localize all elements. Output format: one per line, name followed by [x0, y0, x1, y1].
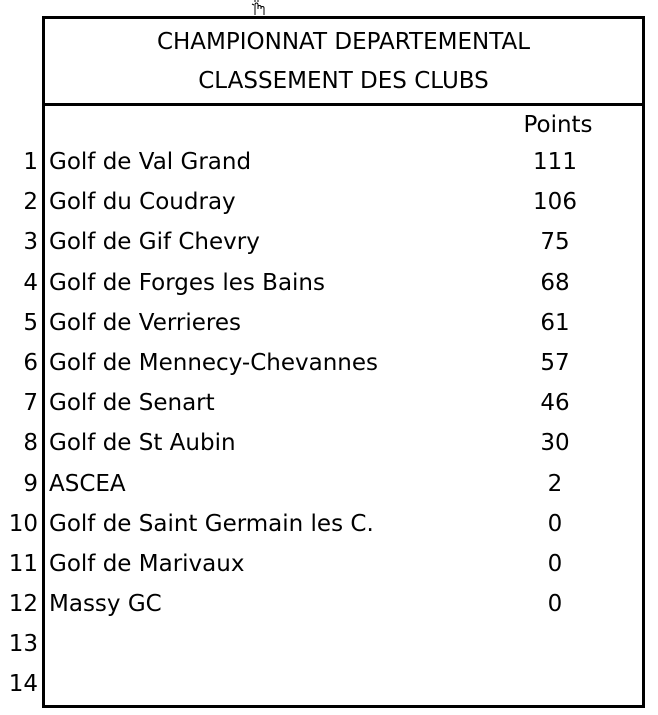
rank-cell: 13: [8, 631, 38, 658]
table-row: [0, 423, 658, 463]
hand-pointer-icon: [248, 0, 270, 16]
club-name-cell: Golf de Val Grand: [49, 149, 252, 175]
table-row: [0, 584, 658, 624]
points-cell: 0: [547, 510, 563, 537]
club-name-cell: Golf de Marivaux: [49, 550, 245, 577]
table-row: [0, 182, 658, 222]
club-name-cell: Golf de Gif Chevry: [49, 229, 260, 256]
points-cell: 30: [540, 430, 570, 457]
points-cell: 0: [547, 591, 563, 618]
ranking-subtitle: CLASSEMENT DES CLUBS: [198, 68, 489, 94]
rank-cell: 10: [8, 510, 38, 537]
table-row: [0, 664, 658, 704]
table-row: [0, 504, 658, 544]
points-cell: 0: [547, 550, 563, 577]
points-cell: 111: [533, 149, 577, 175]
table-row: [0, 464, 658, 504]
table-row: [0, 544, 658, 584]
club-name-cell: Golf de Saint Germain les C.: [49, 510, 374, 537]
rank-cell: 4: [23, 269, 38, 296]
rank-cell: 8: [23, 430, 38, 457]
rank-cell: 5: [23, 309, 38, 336]
club-name-cell: Golf de Mennecy-Chevannes: [49, 349, 378, 376]
table-row: [0, 383, 658, 423]
rank-cell: 14: [8, 671, 38, 698]
points-column-header: Points: [523, 112, 593, 138]
points-cell: 46: [540, 390, 570, 417]
club-name-cell: ASCEA: [49, 470, 126, 497]
points-cell: 2: [547, 470, 563, 497]
rank-cell: 12: [8, 591, 38, 618]
club-name-cell: Golf de Senart: [49, 390, 215, 417]
table-row: [0, 624, 658, 664]
ranking-rows: [0, 142, 658, 705]
table-row: [0, 303, 658, 343]
rank-cell: 1: [23, 149, 38, 175]
rank-cell: 6: [23, 349, 38, 376]
table-row: [0, 263, 658, 303]
title-box: [45, 19, 642, 106]
club-name-cell: Golf du Coudray: [49, 189, 236, 216]
rank-cell: 2: [23, 189, 38, 216]
rank-cell: 7: [23, 390, 38, 417]
club-name-cell: Golf de Forges les Bains: [49, 269, 325, 296]
rank-cell: 11: [8, 550, 38, 577]
points-cell: 61: [540, 309, 570, 336]
rank-cell: 3: [23, 229, 38, 256]
points-cell: 106: [533, 189, 577, 216]
club-name-cell: Golf de St Aubin: [49, 430, 236, 457]
rank-cell: 9: [23, 470, 38, 497]
points-cell: 68: [540, 269, 570, 296]
championship-title: CHAMPIONNAT DEPARTEMENTAL: [156, 29, 531, 55]
table-row: [0, 343, 658, 383]
club-name-cell: Golf de Verrieres: [49, 309, 241, 336]
points-cell: 57: [540, 349, 570, 376]
table-row: [0, 142, 658, 182]
points-cell: 75: [540, 229, 570, 256]
table-row: [0, 222, 658, 262]
club-name-cell: Massy GC: [49, 591, 162, 618]
